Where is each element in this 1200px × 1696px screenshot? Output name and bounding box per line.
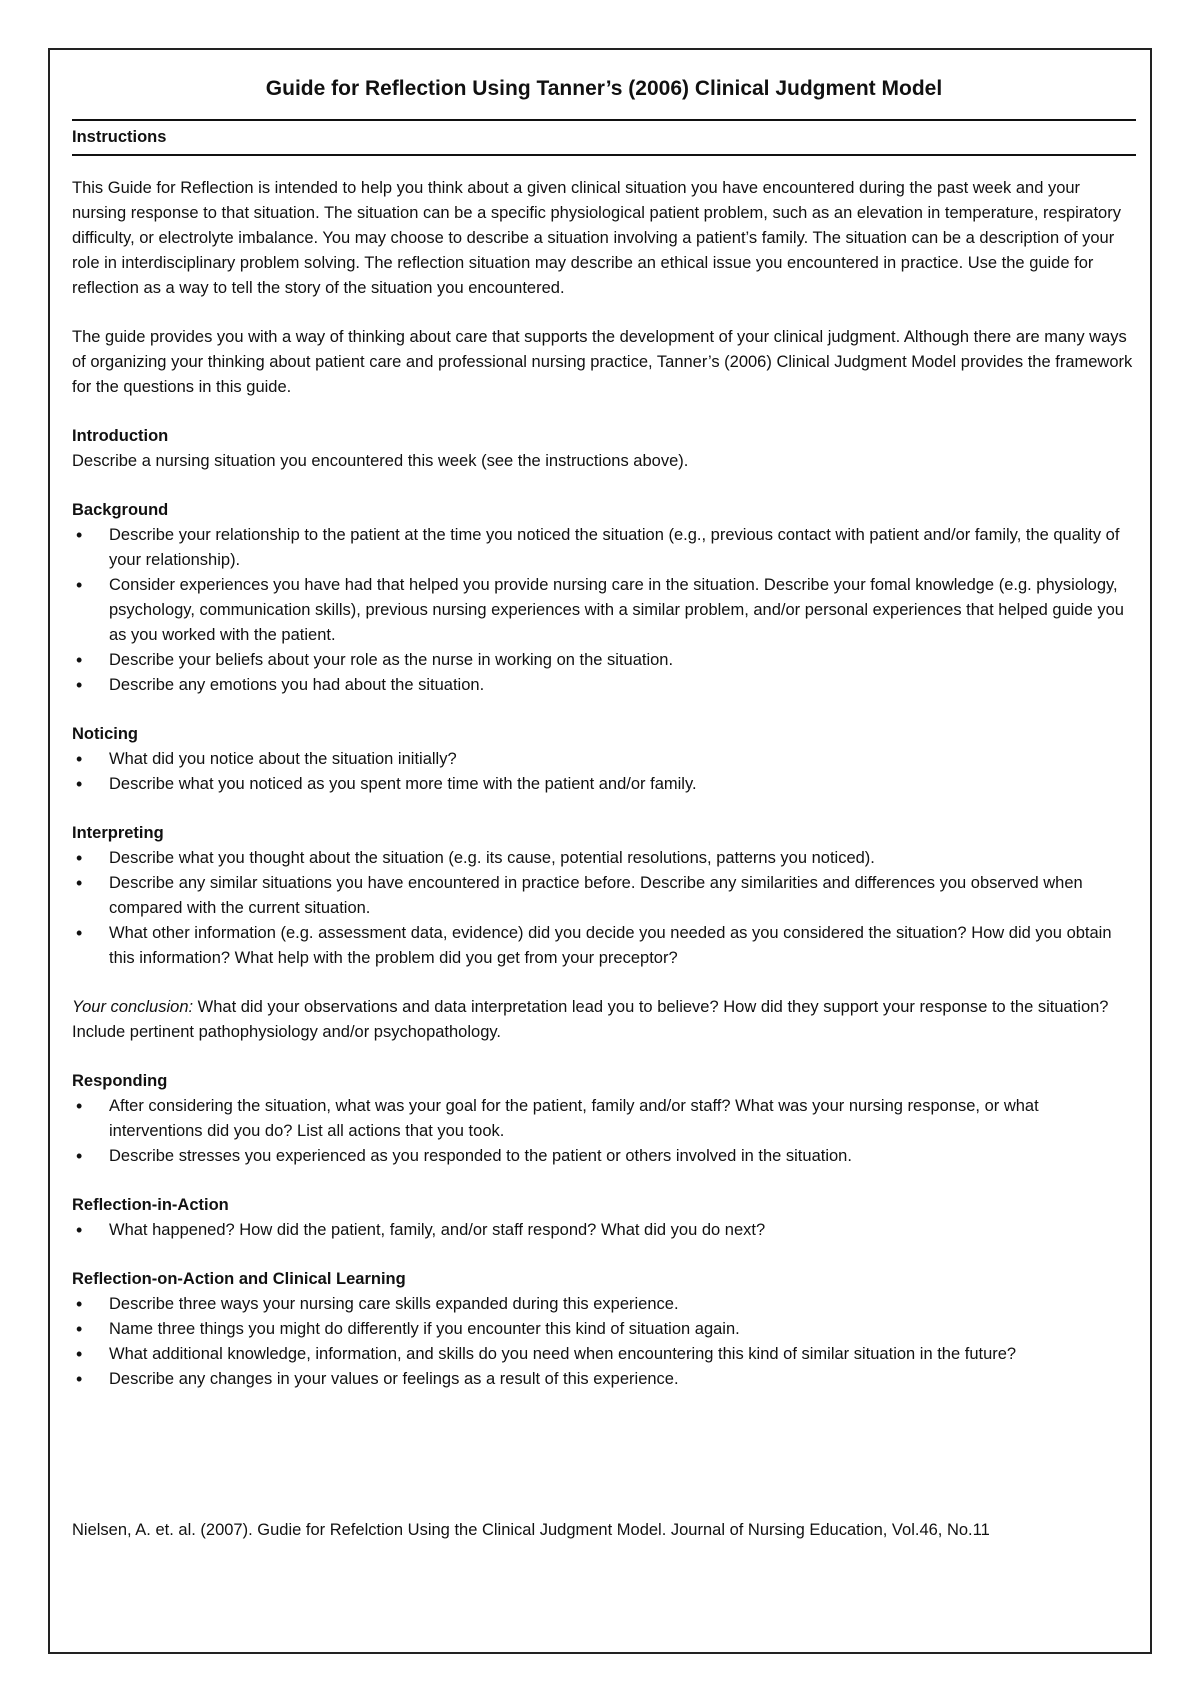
background-section (72, 498, 1136, 698)
document-title: Guide for Reflection Using Tanner’s (2006) Clinical Judgment Model (265, 77, 943, 100)
list-item: • Describe your relationship to the patient at the time you noticed the situation (e.g., previous contact with patient and/or family, the quality of your relationship). (72, 523, 1136, 573)
introduction-section (72, 424, 1136, 474)
background-heading: Background (72, 501, 169, 519)
noticing-section (72, 722, 1136, 797)
noticing-heading: Noticing (72, 725, 138, 743)
instructions-heading: Instructions (72, 128, 167, 146)
list-item: • Name three things you might do differently if you encounter this kind of situation again. (72, 1317, 1136, 1342)
background-list (72, 523, 1136, 698)
instructions-paragraph-2: The guide provides you with a way of thinking about care that supports the development of your clinical judgment. Although there are many ways of organizing your thinking about patient care and professional nursing practice, Tanner’s (2006) Clinical Judgment Model provides the framework for the questions in this guide. (72, 328, 1133, 396)
list-item: • Consider experiences you have had that helped you provide nursing care in the situation. Describe your fomal knowledge (e.g. physiology, psychology, communication skills), previous nursing experiences with a similar problem, and/or personal experiences that helped guide you as you worked with the patient. (72, 573, 1136, 648)
instructions-paragraph-1: This Guide for Reflection is intended to help you think about a given clinical situation you have encountered during the past week and your nursing response to that situation. The situation can be a specific physiological patient problem, such as an elevation in temperature, respiratory difficulty, or electrolyte imbalance. You may choose to describe a situation involving a patient’s family. The situation can be a description of your role in interdisciplinary problem solving. The reflection situation may describe an ethical issue you encountered in practice. Use the guide for reflection as a way to tell the story of the situation you encountered. (72, 179, 1121, 297)
interpreting-section (72, 821, 1136, 971)
list-item: • Describe stresses you experienced as you responded to the patient or others involved in the situation. (72, 1144, 1136, 1169)
responding-section (72, 1069, 1136, 1169)
reflection-in-action-section (72, 1193, 1136, 1243)
list-item: • What additional knowledge, information, and skills do you need when encountering this kind of similar situation in the future? (72, 1342, 1136, 1367)
responding-list (72, 1094, 1136, 1169)
list-item: • What happened? How did the patient, family, and/or staff respond? What did you do next? (72, 1218, 1136, 1243)
list-item: • Describe three ways your nursing care skills expanded during this experience. (72, 1292, 1136, 1317)
list-item: • What other information (e.g. assessment data, evidence) did you decide you needed as you considered the situation? How did you obtain this information? What help with the problem did you get from your preceptor? (72, 921, 1136, 971)
reflection-in-action-list (72, 1218, 1136, 1243)
introduction-text: Describe a nursing situation you encountered this week (see the instructions above). (72, 452, 689, 470)
list-item: • After considering the situation, what was your goal for the patient, family and/or staff? What was your nursing response, or what interventions did you do? List all actions that you took. (72, 1094, 1136, 1144)
citation: Nielsen, A. et. al. (2007). Gudie for Refelction Using the Clinical Judgment Model. Journal of Nursing Education, Vol.46, No.11 (72, 1521, 990, 1539)
list-item: • Describe what you thought about the situation (e.g. its cause, potential resolutions, patterns you noticed). (72, 846, 1136, 871)
conclusion-paragraph (72, 995, 1136, 1045)
list-item: • Describe any emotions you had about the situation. (72, 673, 1136, 698)
interpreting-list (72, 846, 1136, 971)
interpreting-heading: Interpreting (72, 824, 164, 842)
list-item: • Describe your beliefs about your role as the nurse in working on the situation. (72, 648, 1136, 673)
conclusion-label: Your conclusion: (72, 998, 194, 1016)
reflection-on-action-heading: Reflection-on-Action and Clinical Learning (72, 1270, 406, 1288)
reflection-on-action-section (72, 1267, 1136, 1392)
document-body (72, 62, 1136, 1416)
list-item: • Describe what you noticed as you spent more time with the patient and/or family. (72, 772, 1136, 797)
instructions-rule (72, 154, 1136, 156)
reflection-on-action-list (72, 1292, 1136, 1392)
list-item: • Describe any similar situations you have encountered in practice before. Describe any similarities and differences you observed when compared with the current situation. (72, 871, 1136, 921)
reflection-in-action-heading: Reflection-in-Action (72, 1196, 229, 1214)
responding-heading: Responding (72, 1072, 168, 1090)
conclusion-text: What did your observations and data interpretation lead you to believe? How did they support your response to the situation? Include pertinent pathophysiology and/or psychopathology. (72, 998, 1109, 1041)
introduction-heading: Introduction (72, 427, 169, 445)
list-item: • Describe any changes in your values or feelings as a result of this experience. (72, 1367, 1136, 1392)
top-rule (72, 119, 1136, 121)
list-item: • What did you notice about the situation initially? (72, 747, 1136, 772)
noticing-list (72, 747, 1136, 797)
